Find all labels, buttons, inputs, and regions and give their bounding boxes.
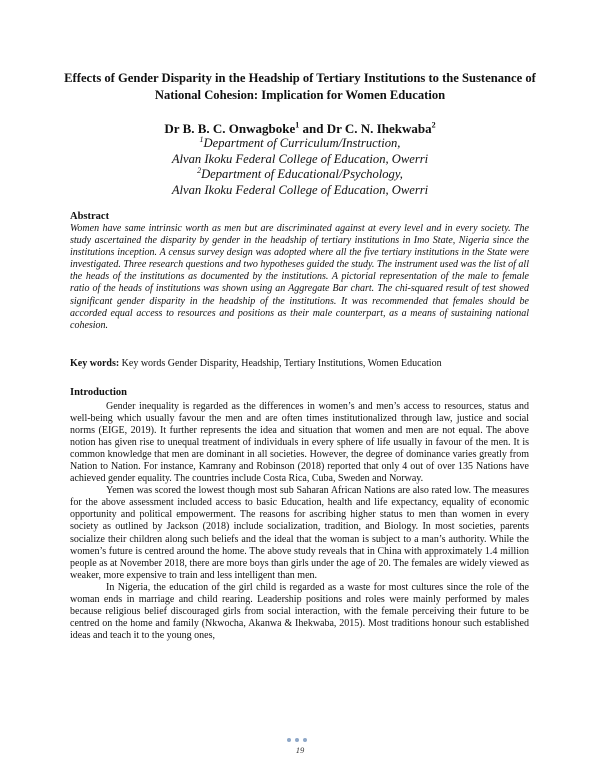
author-line — [60, 120, 540, 137]
author-2: Dr C. N. Ihekwaba — [326, 121, 432, 136]
abstract-heading: Abstract — [70, 211, 110, 222]
affiliation-line — [60, 183, 540, 199]
keywords-text: Key words Gender Disparity, Headship, Tertiary Institutions, Women Education — [119, 358, 442, 369]
author-2-sup: 2 — [431, 120, 436, 130]
abstract-text: Women have same intrinsic worth as men but are discriminated against at every level and in every society. The study ascertained the disparity by gender in the headship of tertiary institutions in Imo State, Nigeria since the institutions inception. A census survey design was adopted where all the five tertiary institutions in the State were investigated. Three research questions and two hypotheses guided the study. The instrument used was the list of all the heads of the institutions as documented by the institutions. A pictorial representation of the male to female ratio of the heads of institutions was shown using an Aggregate Bar chart. The chi-squared result of test showed significant gender disparity in the headship of the institutions. It was recommended that females should be accorded equal access to resources and positions as their male counterpart, as a means of sustaining national cohesion. — [70, 223, 529, 331]
affiliation-text: Department of Curriculum/Instruction, — [203, 136, 401, 150]
author-1-sup: 1 — [295, 120, 300, 130]
affiliation-line — [60, 152, 540, 168]
affiliation-line — [60, 136, 540, 152]
affiliation-text: Alvan Ikoku Federal College of Education, Owerri — [171, 151, 429, 166]
keywords-label: Key words: — [70, 358, 120, 369]
affiliation-sup: 1 — [199, 134, 204, 144]
introduction-heading: Introduction — [70, 387, 127, 398]
affiliations — [60, 136, 540, 198]
ornament-dot — [295, 738, 299, 742]
paper-title: Effects of Gender Disparity in the Headship of Tertiary Institutions to the Sustenance of National Cohesion: Implication for Women Education — [64, 71, 536, 102]
page-number: 19 — [295, 745, 305, 755]
affiliation-text: Department of Educational/Psychology, — [201, 167, 403, 181]
body-paragraph: Yemen was scored the lowest though most sub Saharan African Nations are also rated low. The measures for the above assessment included access to basic Education, health and life expectancy, equality of economic opportunity and political empowerment. The reasons for ascribing higher status to men than women in every society as outlined by Jackson (2018) include socialization, tradition, and Biology. In most societies, parents socialize their children along such beliefs and the ideal that the woman is subject to a man’s authority. While the women’s future is centred around the home. The above study reveals that in China with approximately 1.4 million people as at November 2018, there are more boys than girls under the age of 20. The females are widely viewed as weaker, more expensive to train and less intelligent than men. — [70, 485, 529, 581]
page-ornament-dots — [287, 738, 313, 744]
body-paragraph: In Nigeria, the education of the girl child is regarded as a waste for most cultures since the role of the woman ends in marriage and child rearing. Leadership positions and roles were mainly performed by males because religious belief discouraged girls from social interaction, with the female perceiving their future to be centred on the home and family (Nkwocha, Akanwa & Ihekwaba, 2015). Most traditions honour such established ideas and teach it to the young ones, — [70, 581, 529, 641]
ornament-dot — [287, 738, 291, 742]
body-paragraph: Gender inequality is regarded as the differences in women’s and men’s access to resources, status and well-being which usually favour the men and are often times institutionalized through law, justice and social norms (EIGE, 2019). It further represents the idea and situation that women and men are not equal. The above notion has given rise to unequal treatment of individuals in every sphere of life usually in favour of the men. It is common knowledge that men are dominant in all societies. However, the degree of dominance varies greatly from Nation to Nation. For instance, Kamrany and Robinson (2018) reported that only 4 out of over 135 Nations have achieved gender equality. The countries include Costa Rica, Cuba, Sweden and Norway. — [70, 401, 529, 485]
author-1: Dr B. B. C. Onwagboke — [164, 121, 296, 136]
keywords-line — [70, 358, 540, 370]
affiliation-line — [60, 167, 540, 183]
ornament-dot — [303, 738, 307, 742]
affiliation-text: Alvan Ikoku Federal College of Education, Owerri — [171, 182, 429, 197]
affiliation-sup: 2 — [197, 165, 202, 175]
introduction-body — [70, 401, 529, 642]
author-conjunction: and — [299, 121, 327, 136]
